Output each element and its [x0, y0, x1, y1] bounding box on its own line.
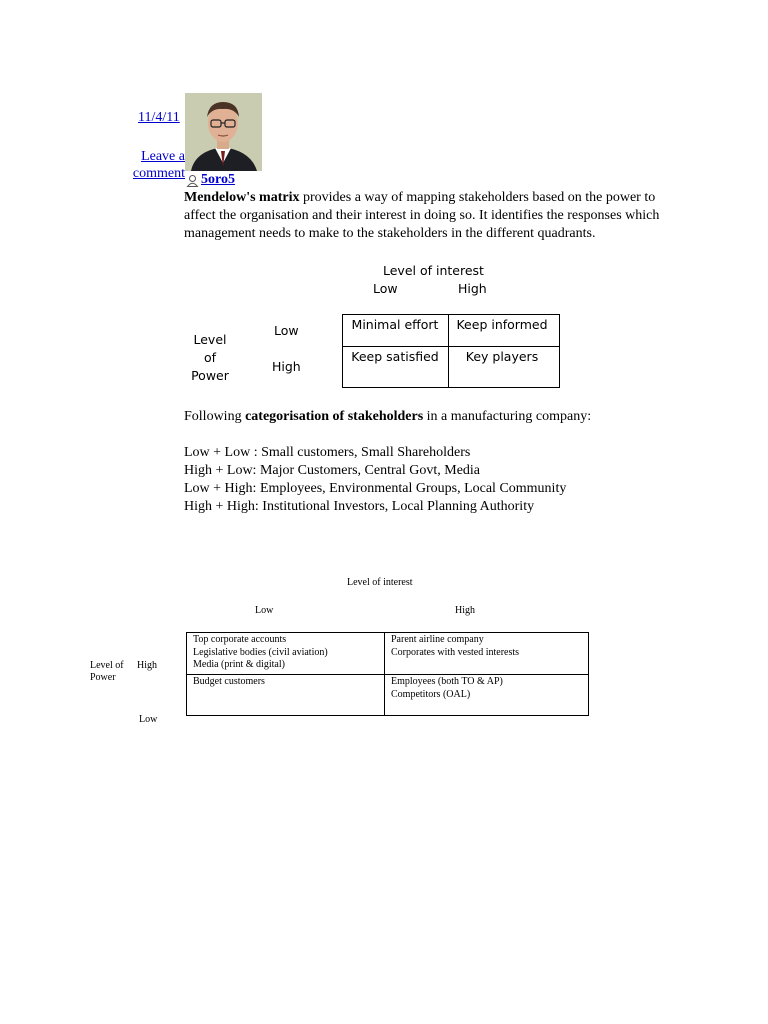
matrix1-row-low: Low — [274, 323, 299, 338]
categorisation-prefix: Following — [184, 409, 246, 424]
matrix2-row-title-line1: Level of — [90, 660, 124, 671]
author-link[interactable]: 5oro5 — [201, 172, 235, 187]
categorisation-line: High + High: Institutional Investors, Local Planning Authority — [184, 499, 535, 514]
matrix2-cell-line: Top corporate accounts — [193, 634, 287, 645]
matrix2-cell-line: Corporates with vested interests — [391, 646, 520, 658]
matrix1-cell-bl: Keep satisfied — [351, 349, 439, 364]
author-name — [186, 172, 235, 188]
categorisation-suffix: in a manufacturing company: — [423, 409, 592, 424]
matrix2-cell-tl — [193, 634, 328, 672]
categorisation-line: Low + Low : Small customers, Small Shareholders — [184, 445, 471, 460]
author-avatar[interactable] — [185, 93, 262, 171]
matrix2-cell-line: Media (print & digital) — [193, 659, 285, 670]
matrix2-cell-bl — [193, 676, 265, 689]
matrix1-grid — [342, 314, 560, 388]
matrix2-cell-line: Budget customers — [193, 676, 265, 687]
matrix2-cell-br — [391, 676, 503, 701]
matrix2-col-high: High — [455, 605, 475, 616]
matrix2-title: Level of interest — [347, 577, 413, 588]
matrix1-cell-br: Key players — [465, 349, 539, 364]
matrix2-row-title — [90, 660, 124, 684]
matrix1-cell-tl: Minimal effort — [351, 317, 439, 332]
intro-paragraph — [184, 189, 674, 243]
user-icon — [186, 174, 199, 187]
matrix2-cell-line: Legislative bodies (civil aviation) — [193, 646, 328, 658]
matrix1-cell-tr: Keep informed — [456, 317, 548, 332]
matrix2-row-high: High — [137, 660, 157, 671]
matrix2-grid — [186, 632, 589, 716]
intro-bold-term: Mendelow's matrix — [184, 190, 300, 205]
matrix2-row-low: Low — [139, 714, 158, 725]
categorisation-section — [184, 408, 704, 516]
matrix1-row-title: Level of Power — [191, 332, 229, 383]
categorisation-heading — [184, 408, 704, 426]
matrix2-cell-tr — [391, 634, 519, 659]
post-date-link[interactable]: 11/4/11 — [138, 110, 180, 125]
matrix2-col-low: Low — [255, 605, 274, 616]
matrix1-col-low: Low — [373, 281, 398, 296]
matrix2-row-title-line2: Power — [90, 672, 116, 683]
intro-text: provides a way of mapping stakeholders based on the power to affect the organisation and their interest in doing so. It identifies the responses which management needs to make to the stakeholders in the different quadrants. — [184, 190, 660, 241]
matrix1-row-high: High — [272, 359, 301, 374]
matrix2-cell-line: Parent airline company — [391, 634, 484, 645]
categorisation-line: Low + High: Employees, Environmental Groups, Local Community — [184, 481, 567, 496]
categorisation-line: High + Low: Major Customers, Central Govt, Media — [184, 463, 481, 478]
matrix2-cell-line: Employees (both TO & AP) — [391, 676, 503, 687]
leave-comment-link[interactable]: Leave a comment — [132, 149, 185, 181]
matrix2-cell-line: Competitors (OAL) — [391, 688, 471, 700]
matrix1-title: Level of interest — [383, 263, 484, 278]
author-photo — [185, 93, 262, 171]
matrix1-col-high: High — [458, 281, 487, 296]
categorisation-bold: categorisation of stakeholders — [245, 409, 424, 424]
